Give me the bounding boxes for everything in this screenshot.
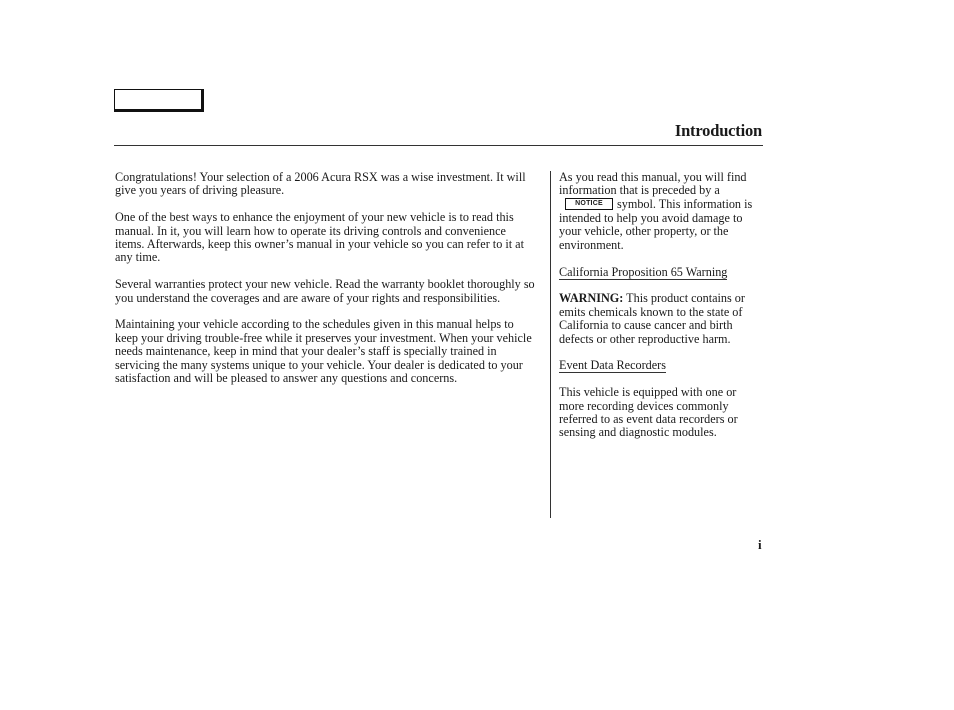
right-column: [559, 171, 763, 453]
edr-heading: Event Data Recorders: [559, 358, 666, 373]
notice-symbol-icon: NOTICE: [565, 198, 613, 210]
paragraph-warranties: Several warranties protect your new vehicle. Read the warranty booklet thoroughly so you understand the coverages and are aware of your rights and responsibilities.: [115, 277, 535, 305]
notice-intro-before: As you read this manual, you will find information that is preceded by a: [559, 170, 747, 198]
page-number: i: [758, 537, 762, 552]
paragraph-maintenance: Maintaining your vehicle according to the schedules given in this manual helps to keep your driving trouble-free while it preserves your investment. When your vehicle needs maintenance, keep in mind that your dealer’s staff is specially trained in servicing the many systems unique to your vehicle. Your dealer is dedicated to your satisfaction and will be pleased to answer any questions and concerns.: [115, 317, 532, 386]
edr-paragraph: This vehicle is equipped with one or more recording devices commonly referred to as event data recorders or sensing and diagnostic modules.: [559, 385, 738, 440]
prop65-heading: California Proposition 65 Warning: [559, 264, 728, 279]
section-tab-box: [114, 89, 204, 112]
notice-intro-after: symbol. This information is intended to help you avoid damage to your vehicle, other property, or the environment.: [559, 196, 753, 252]
paragraph-congratulations: Congratulations! Your selection of a 2006 Acura RSX was a wise investment. It will give you years of driving pleasure.: [115, 170, 526, 198]
notice-paragraph: [559, 171, 763, 252]
left-column: [115, 171, 535, 399]
paragraph-enjoyment: One of the best ways to enhance the enjoyment of your new vehicle is to read this manual. In it, you will learn how to operate its driving controls and convenience items. Afterwards, keep this owner’s manual in your vehicle so you can refer to it at any time.: [115, 210, 524, 265]
column-divider: [550, 171, 551, 518]
page-title: Introduction: [674, 121, 762, 140]
warning-text: This product contains or emits chemicals known to the state of California to cause cancer and birth defects or other reproductive harm.: [559, 291, 745, 346]
header-rule: [114, 145, 763, 146]
warning-label: WARNING:: [559, 291, 624, 306]
warning-paragraph: [559, 292, 763, 346]
